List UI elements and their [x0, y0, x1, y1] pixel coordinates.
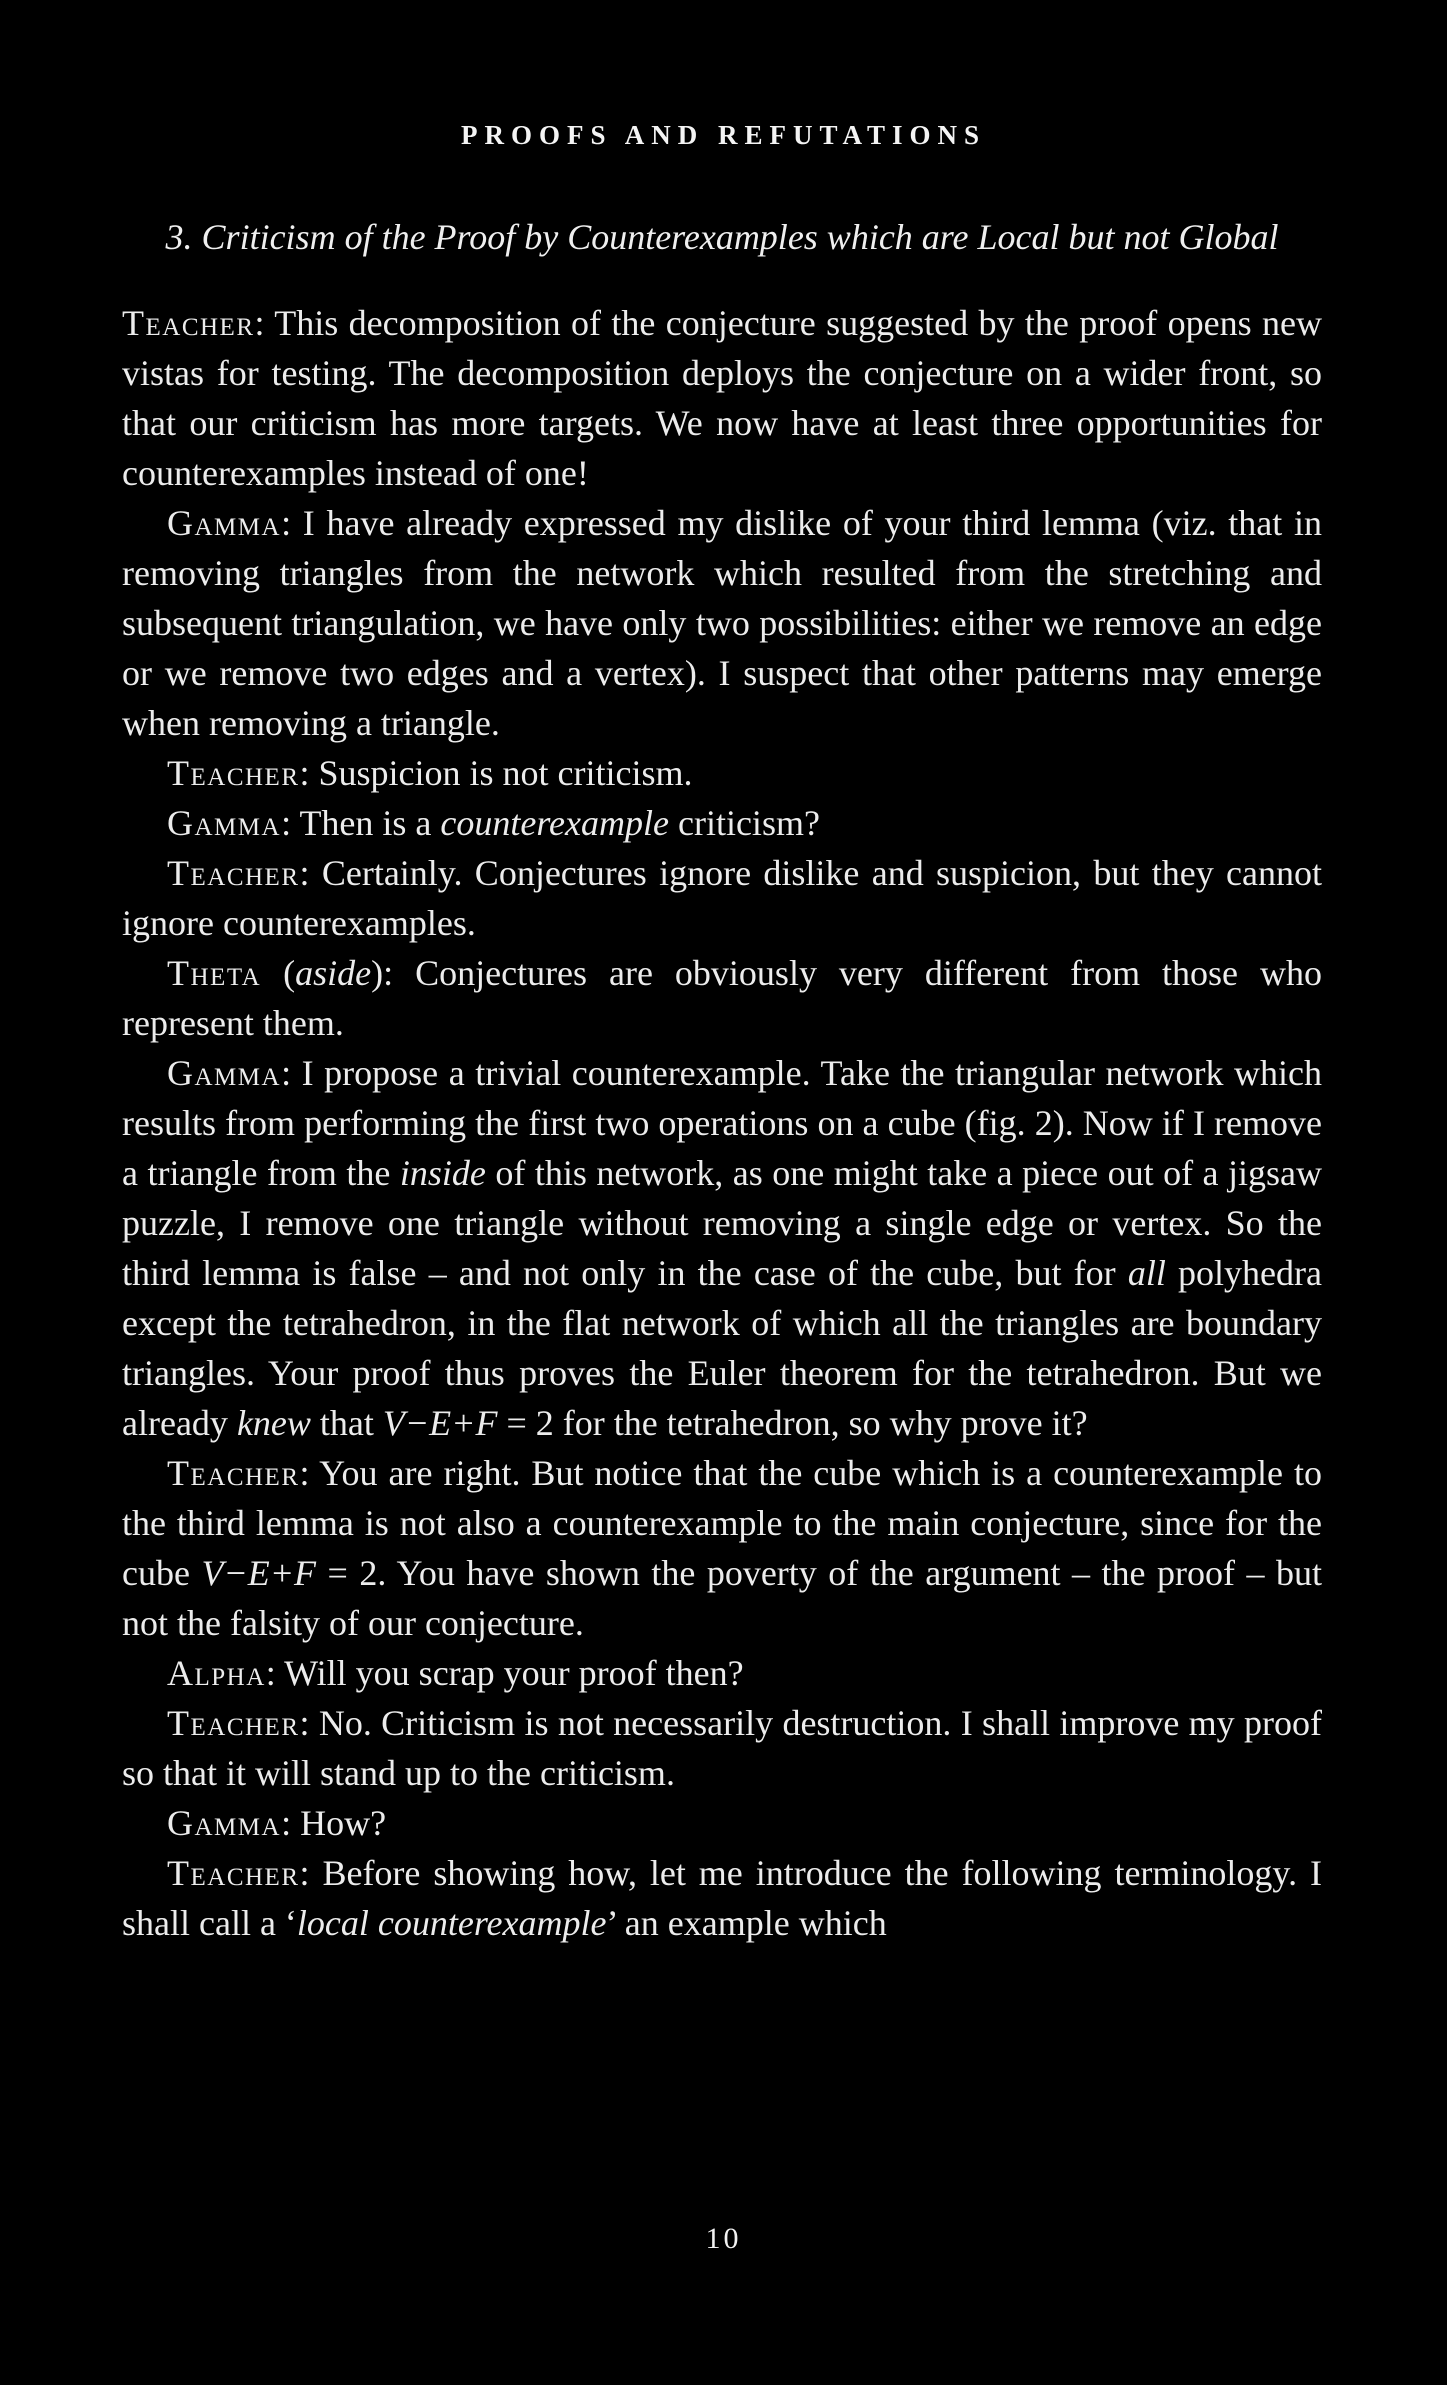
dialogue-paragraph: Teacher: Suspicion is not criticism.	[167, 753, 693, 793]
dialogue-paragraph: Teacher: This decomposition of the conjecture suggested by the proof opens new vistas for testing. The decomposition deploys the conjecture on a wider front, so that our criticism has more targets. We now have at least three opportunities for counterexamples instead of one!	[122, 303, 1322, 493]
dialogue-paragraph: Theta (aside): Conjectures are obviously very different from those who represent them.	[122, 953, 1322, 1043]
speaker-name: Gamma	[167, 503, 282, 543]
speaker-aside: aside	[295, 953, 372, 993]
speaker-name: Teacher	[167, 753, 300, 793]
dialogue-paragraph: Gamma: I have already expressed my dislike of your third lemma (viz. that in removing triangles from the network which resulted from the stretching and subsequent triangulation, we have only two possibilities: either we remove an edge or we remove two edges and a vertex). I suspect that other patterns may emerge when removing a triangle.	[122, 503, 1322, 743]
speaker-name: Teacher	[167, 853, 300, 893]
running-header: PROOFS AND REFUTATIONS	[460, 120, 987, 150]
dialogue-paragraph: Alpha: Will you scrap your proof then?	[167, 1653, 744, 1693]
dialogue-paragraph: Teacher: You are right. But notice that the cube which is a counterexample to the third lemma is not also a counterexample to the main conjecture, since for the cube V−E+F = 2. You have shown the poverty of the argument – the proof – but not the falsity of our conjecture.	[122, 1453, 1322, 1643]
speaker-name: Gamma	[167, 1053, 282, 1093]
emphasized-text: inside	[399, 1153, 486, 1193]
speaker-name: Gamma	[167, 803, 282, 843]
speaker-name: Gamma	[167, 1803, 282, 1843]
speaker-name: Alpha	[167, 1653, 266, 1693]
emphasized-text: V−E+F	[382, 1403, 498, 1443]
emphasized-text: V−E+F	[201, 1553, 317, 1593]
dialogue-paragraph: Teacher: Certainly. Conjectures ignore dislike and suspicion, but they cannot ignore counterexamples.	[122, 853, 1322, 943]
dialogue-paragraph: Gamma: Then is a counterexample criticism?	[167, 803, 820, 843]
speaker-name: Teacher	[167, 1853, 300, 1893]
emphasized-text: knew	[236, 1403, 311, 1443]
dialogue-paragraph: Gamma: I propose a trivial counterexample. Take the triangular network which results from performing the first two operations on a cube (fig. 2). Now if I remove a triangle from the inside of this network, as one might take a piece out of a jigsaw puzzle, I remove one triangle without removing a single edge or vertex. So the third lemma is false – and not only in the case of the cube, but for all polyhedra except the tetrahedron, in the flat network of which all the triangles are boundary triangles. Your proof thus proves the Euler theorem for the tetrahedron. But we already knew that V−E+F = 2 for the tetrahedron, so why prove it?	[122, 1053, 1323, 1443]
dialogue-paragraph: Teacher: Before showing how, let me introduce the following terminology. I shall call a ‘local counterexample’ an example which	[122, 1853, 1323, 1943]
dialogue-paragraph: Gamma: How?	[167, 1803, 387, 1843]
speaker-name: Theta	[167, 953, 262, 993]
emphasized-text: local counterexample	[296, 1903, 607, 1943]
section-heading: 3. Criticism of the Proof by Counterexamples which are Local but not Global	[165, 217, 1279, 257]
dialogue	[122, 298, 1322, 1948]
speaker-name: Teacher	[167, 1453, 300, 1493]
dialogue-paragraph: Teacher: No. Criticism is not necessarily destruction. I shall improve my proof so that it will stand up to the criticism.	[122, 1703, 1322, 1793]
emphasized-text: counterexample	[440, 803, 669, 843]
speaker-name: Teacher	[167, 1703, 300, 1743]
emphasized-text: all	[1127, 1253, 1166, 1293]
page-number: 10	[705, 2222, 742, 2255]
speaker-name: Teacher	[122, 303, 255, 343]
